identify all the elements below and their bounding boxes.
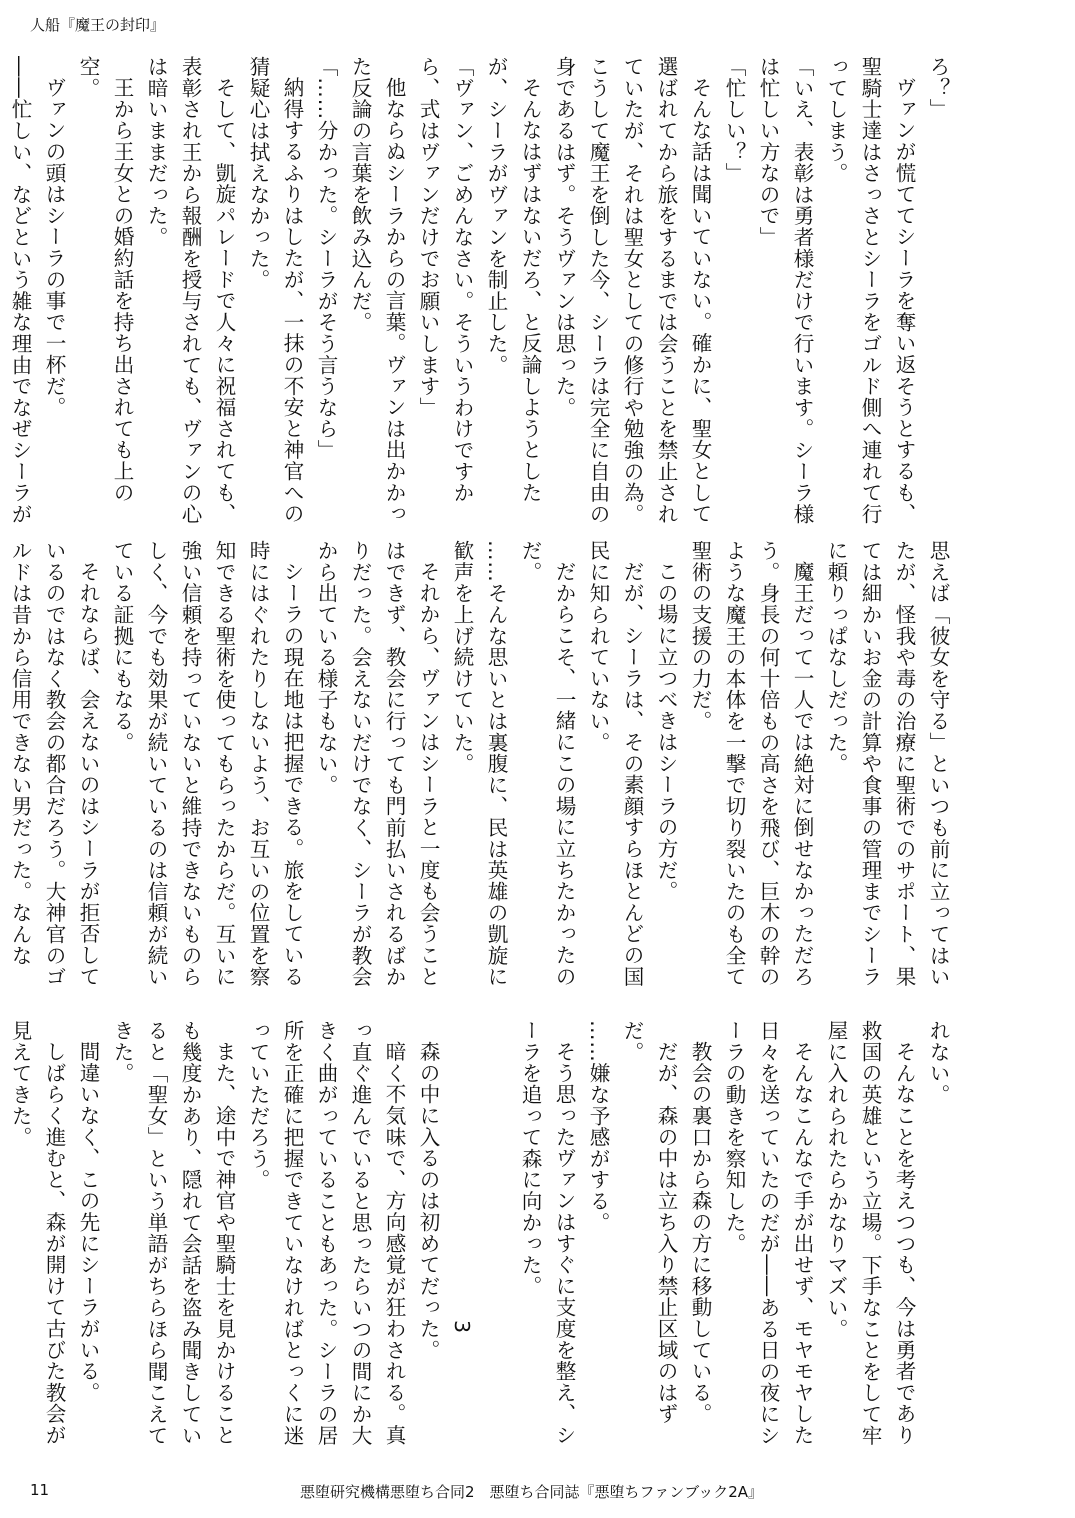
paragraph: 王から王女との婚約話を持ち出されても上の空。 — [76, 56, 134, 503]
paragraph: 納得するふりはしたが、一抹の不安と神官への猜疑心は拭えなかった。 — [246, 56, 304, 524]
paragraph: そんなはずはないだろ、と反論しようとしたが、シーラがヴァンを制止した。 — [484, 56, 542, 503]
paragraph: 他ならぬシーラからの言葉。ヴァンは出かかった反論の言葉を飲み込んだ。 — [348, 56, 406, 524]
text-block-bottom — [8, 1020, 955, 1460]
paragraph: ……そんな思いとは裏腹に、民は英雄の凱旋に歓声を上げ続けていた。 — [450, 540, 508, 988]
paragraph: シーラの現在地は把握できる。旅をしている時にはぐれたりしないよう、お互いの位置を察知できる聖術を使ってもらったからだ。互いに強い信頼を持っていないと維持できないものらしく、今でも効果が続いているのは信頼が続いている証拠にもなる。 — [110, 540, 304, 988]
paragraph: 「いえ、表彰は勇者様だけで行います。シーラ様は忙しい方なので」 — [756, 56, 814, 525]
paragraph: それから、ヴァンはシーラと一度も会うことはできず、教会に行っても門前払いされるばかりだった。会えないだけでなく、シーラが教会から出ている様子もない。 — [314, 540, 440, 988]
paragraph: 暗く不気味で、方向感覚が狂わされる。真っ直ぐ進んでいると思ったらいつの間にか大きく曲がっていることもあった。シーラの居所を正確に把握できていなければとっくに迷っていただろう。 — [246, 1020, 406, 1446]
paragraph: 「忙しい？」 — [722, 56, 746, 184]
paragraph: この場に立つべきはシーラの方だ。 — [654, 560, 678, 902]
section-number: 3 — [450, 1320, 474, 1334]
paragraph: ――忙しい、などという雑な理由でなぜシーラが — [8, 56, 32, 525]
paragraph: しばらく進むと、森が開けて古びた教会が見えてきた。 — [8, 1020, 66, 1446]
paragraph: 教会の裏口から森の方に移動している。 — [688, 1040, 712, 1424]
paragraph — [479, 1020, 513, 1460]
publication-title: 悪堕研究機構悪堕ち合同2 悪堕ち合同誌『悪堕ちファンブック2A』 — [300, 1483, 764, 1501]
paragraph: れない。 — [926, 1020, 950, 1106]
paragraph — [0, 1020, 3, 1460]
paragraph: そう思ったヴァンはすぐに支度を整え、シーラを追って森に向かった。 — [518, 1020, 576, 1446]
paragraph: だが、シーラは、その素顔すらほとんどの国民に知られていない。 — [586, 540, 644, 987]
paragraph: それならば、会えないのはシーラが拒否しているのではなく教会の都合だろう。大神官のゴルドは昔から信用できない男だった。なんな — [8, 540, 100, 988]
paragraph: ろ？」 — [926, 56, 950, 120]
paragraph: また、途中で神官や聖騎士を見かけることも幾度かあり、隠れて会話を盗み聞きしていると「聖女」という単語がちらほら聞こえてきた。 — [110, 1020, 236, 1446]
text-block-top — [8, 56, 955, 526]
paragraph: 魔王だって一人では絶対に倒せなかっただろう。身長の何十倍もの高さを飛び、巨木の幹のような魔王の本体を一撃で切り裂いたのも全て聖術の支援の力だ。 — [688, 540, 814, 988]
paragraph: 間違いなく、この先にシーラがいる。 — [76, 1040, 100, 1403]
paragraph: 森の中に入るのは初めてだった。 — [416, 1040, 440, 1361]
page-number: 11 — [30, 1481, 50, 1499]
paragraph: 思えば「彼女を守る」といつも前に立ってはいたが、怪我や毒の治療に聖術でのサポート、果ては細かいお金の計算や食事の管理までシーラに頼りっぱなしだった。 — [824, 540, 950, 988]
paragraph: 「……分かった。シーラがそう言うなら」 — [314, 56, 338, 461]
paragraph: だからこそ、一緒にこの場に立ちたかったのだ。 — [518, 540, 576, 987]
paragraph: そして、凱旋パレードで人々に祝福されても、表彰され王から報酬を授与されても、ヴァンの心は暗いままだった。 — [144, 56, 236, 525]
paragraph: そんなことを考えつつも、今は勇者であり救国の英雄という立場。下手なことをして牢屋に入れられたらかなりマズい。 — [824, 1020, 916, 1446]
paragraph: ヴァンの頭はシーラの事で一杯だ。 — [42, 76, 66, 418]
paragraph: そんな話は聞いていない。確かに、聖女として選ばれてから旅をするまでは会うことを禁止されていたが、それは聖女としての修行や勉強の為。こうして魔王を倒した今、シーラは完全に自由の身であるはず。そうヴァンは思った。 — [552, 56, 712, 525]
paragraph: だが、森の中は立ち入り禁止区域のはずだ。 — [620, 1020, 678, 1424]
page-header-title: 人船『魔王の封印』 — [30, 16, 166, 34]
paragraph: ……嫌な予感がする。 — [586, 1020, 610, 1233]
paragraph: そんなこんなで手が出せず、モヤモヤした日々を送っていたのだが――ある日の夜にシーラの動きを察知した。 — [722, 1020, 814, 1446]
paragraph: ヴァンが慌ててシーラを奪い返そうとするも、聖騎士達はさっさとシーラをゴルド側へ連れて行ってしまう。 — [824, 56, 916, 525]
text-block-middle — [8, 540, 955, 990]
paragraph: 「ヴァン、ごめんなさい。そういうわけですから、式はヴァンだけでお願いします」 — [416, 56, 474, 504]
